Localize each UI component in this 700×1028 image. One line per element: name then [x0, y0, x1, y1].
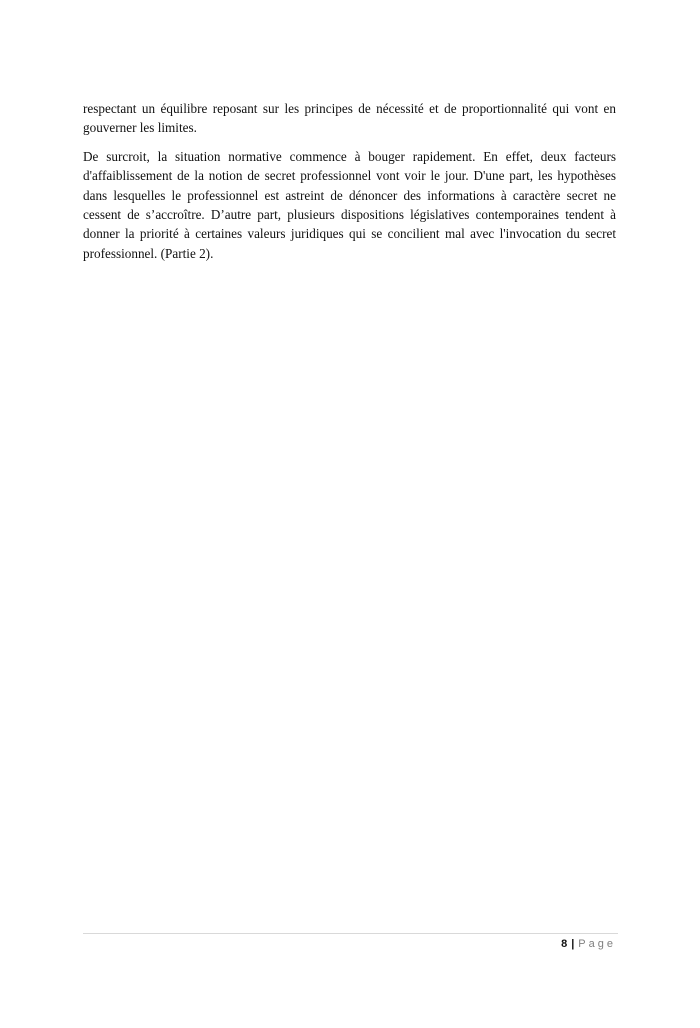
page-label: Page: [578, 938, 616, 950]
page-separator: |: [571, 938, 575, 950]
page-footer: [561, 936, 616, 952]
paragraph-1: respectant un équilibre reposant sur les principes de nécessité et de proportionnalité qui vont en gouverner les limites.: [83, 101, 616, 136]
paragraph-2: De surcroit, la situation normative commence à bouger rapidement. En effet, deux facteurs d'affaiblissement de la notion de secret professionnel vont voir le jour. D'une part, les hypothèses dans lesquelles le professionnel est astreint de dénoncer des informations à caractère secret ne cessent de s’accroître. D’autre part, plusieurs dispositions législatives contemporaines tendent à donner la priorité à certaines valeurs juridiques qui se concilient mal avec l'invocation du secret professionnel. (Partie 2).: [83, 148, 616, 261]
body-text: [83, 99, 616, 272]
footer-divider: [83, 933, 618, 934]
page-number: 8: [561, 938, 568, 950]
